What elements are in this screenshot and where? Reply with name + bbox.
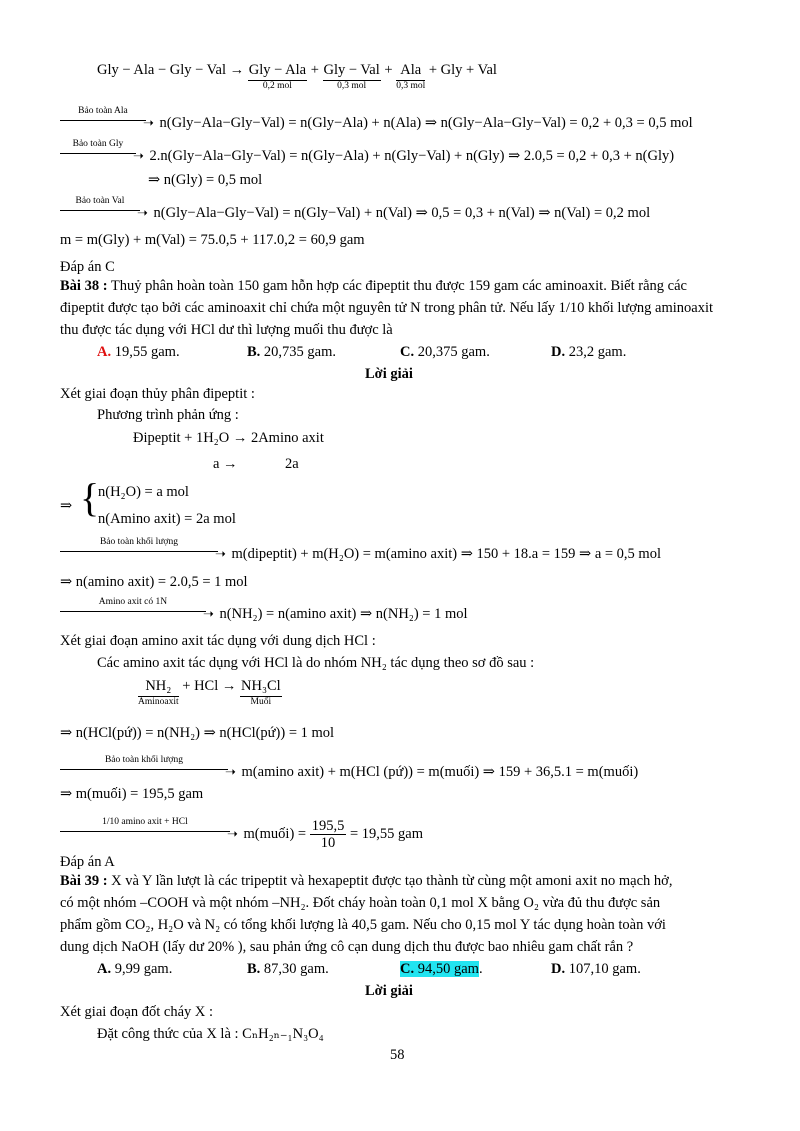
mass-balance-line: Bảo toàn khối lượng ➝ m(dipeptit) + m(H₂O) = m(amino axit) ⇒ 150 + 18.a = 159 ⇒ a = 0,5 mol xyxy=(60,544,661,564)
balance-val-line: Bảo toàn Val ➝ n(Gly−Ala−Gly−Val) = n(Gly−Val) + n(Val) ⇒ 0,5 = 0,3 + n(Val) ⇒ n(Val) = 0,2 mol xyxy=(60,203,650,223)
system-brace: { xyxy=(80,475,100,520)
answer-c: Đáp án C xyxy=(60,259,115,275)
option-a: A. 19,55 gam. xyxy=(97,344,180,360)
problem-38-line3: thu được tác dụng với HCl dư thì lượng muối thu được là xyxy=(60,322,393,338)
system-line2: n(Amino axit) = 2a mol xyxy=(98,511,236,527)
problem-39-line2: có một nhóm –COOH và một nhóm –NH₂. Đốt cháy hoàn toàn 0,1 mol X bằng O₂ vừa đủ thu được sản xyxy=(60,895,661,911)
equation: n(Gly−Ala−Gly−Val) = n(Gly−Ala) + n(Ala) ⇒ n(Gly−Ala−Gly−Val) = 0,2 + 0,3 = 0,5 mol xyxy=(159,115,693,131)
implies-sign: ⇒ xyxy=(60,498,73,514)
m-muoi-result: ⇒ m(muối) = 195,5 gam xyxy=(60,786,204,802)
scheme-nh2-hcl: NH₂ Aminoaxit + HCl → NH₃Cl Muối xyxy=(138,678,281,707)
balance-gly-line: Bảo toàn Gly ➝ 2.n(Gly−Ala−Gly−Val) = n(Gly−Ala) + n(Gly−Val) + n(Gly) ⇒ 2.0,5 = 0,2 + 0,3 + n(Gly) xyxy=(60,146,674,166)
n-hcl-result: ⇒ n(HCl(pứ)) = n(NH₂) ⇒ n(HCl(pứ)) = 1 mol xyxy=(60,725,335,741)
arrow-label: Bảo toàn Gly xyxy=(72,139,124,149)
step-hydrolysis: Xét giai đoạn thủy phân đipeptit : xyxy=(60,386,255,402)
option-b-39: B. 87,30 gam. xyxy=(247,961,329,977)
step-combustion: Xét giai đoạn đốt cháy X : xyxy=(60,1004,214,1020)
mass-balance-2-line: Bảo toàn khối lượng ➝ m(amino axit) + m(HCl (pứ)) = m(muối) ⇒ 159 + 36,5.1 = m(muối) xyxy=(60,762,638,782)
solution-heading: Lời giải xyxy=(365,366,413,382)
reaction-gly-ala-gly-val: Gly − Ala − Gly − Val → Gly − Ala 0,2 mol + Gly − Val 0,3 mol + Ala 0,3 mol + Gly + Val xyxy=(97,62,497,91)
formula-x: Đặt công thức của X là : CₙH₂ₙ₋₁N₃O₄ xyxy=(97,1026,324,1042)
problem-title: Bài 39 : xyxy=(60,873,108,889)
reaction-dipeptit: Đipeptit + 1H₂O → 2Amino axit xyxy=(133,430,324,446)
solution-heading-39: Lời giải xyxy=(365,983,413,999)
arrow-label: Bảo toàn Val xyxy=(75,196,125,206)
product-gly-val: Gly − Val 0,3 mol xyxy=(323,62,380,91)
equation: n(Gly−Ala−Gly−Val) = n(Gly−Val) + n(Val) ⇒ 0,5 = 0,3 + n(Val) ⇒ n(Val) = 0,2 mol xyxy=(153,205,651,221)
problem-39-line4: dung dịch NaOH (lấy dư 20% ), sau phản ứng cô cạn dung dịch thu được bao nhiêu gam chất rắn ? xyxy=(60,939,634,955)
answer-a: Đáp án A xyxy=(60,854,115,870)
problem-39-line3: phẩm gồm CO₂, H₂O và N₂ có tổng khối lượng là 40,5 gam. Nếu cho 0,15 mol Y tác dụng hoàn toàn với xyxy=(60,917,666,933)
scheme-reactant: NH₂ Aminoaxit xyxy=(138,678,179,707)
option-c-39: C. 94,50 gam. xyxy=(400,961,483,977)
arrow-label: Bảo toàn Ala xyxy=(78,106,128,116)
option-a-39: A. 9,99 gam. xyxy=(97,961,173,977)
product-gly-ala: Gly − Ala 0,2 mol xyxy=(248,62,307,91)
arrow-label: Bảo toàn khối lượng xyxy=(99,537,178,547)
equation: m(amino axit) + m(HCl (pứ)) = m(muối) ⇒ 159 + 36,5.1 = m(muối) xyxy=(241,764,639,780)
arrow-label: Amino axit có 1N xyxy=(98,597,168,607)
reactant: Gly − Ala − Gly − Val xyxy=(97,62,226,78)
equation: m(dipeptit) + m(H₂O) = m(amino axit) ⇒ 150 + 18.a = 159 ⇒ a = 0,5 mol xyxy=(231,546,661,562)
equation: n(NH₂) = n(amino axit) ⇒ n(NH₂) = 1 mol xyxy=(219,606,468,622)
option-d: D. 23,2 gam. xyxy=(551,344,627,360)
tenth-line: 1/10 amino axit + HCl ➝ m(muối) = $\frac{195,5}{10}$ = 19,55 gam xyxy=(60,818,423,851)
reaction-moles-a: a → xyxy=(213,456,238,472)
problem-title: Bài 38 : xyxy=(60,278,108,294)
arrow-label: 1/10 amino axit + HCl xyxy=(102,816,188,827)
problem-38-line1: Bài 38 : Thuỷ phân hoàn toàn 150 gam hỗn hợp các đipeptit thu được 159 gam các aminoaxit. Biết rằng các xyxy=(60,278,687,294)
mass-line: m = m(Gly) + m(Val) = 75.0,5 + 117.0,2 = 60,9 gam xyxy=(60,232,365,248)
balance-ala-line: Bảo toàn Ala ➝ n(Gly−Ala−Gly−Val) = n(Gly−Ala) + n(Ala) ⇒ n(Gly−Ala−Gly−Val) = 0,2 + 0,3 = 0,5 mol xyxy=(60,113,693,133)
step-hcl: Xét giai đoạn amino axit tác dụng với dung dịch HCl : xyxy=(60,633,376,649)
scheme-product: NH₃Cl Muối xyxy=(241,678,281,707)
equation: 2.n(Gly−Ala−Gly−Val) = n(Gly−Ala) + n(Gly−Val) + n(Gly) ⇒ 2.0,5 = 0,2 + 0,3 + n(Gly) xyxy=(149,148,675,164)
option-b: B. 20,735 gam. xyxy=(247,344,337,360)
fraction: $\frac{195,5}{10}$ xyxy=(311,818,345,851)
n-gly-result: ⇒ n(Gly) = 0,5 mol xyxy=(148,172,263,188)
reaction-moles-2a: 2a xyxy=(285,456,299,472)
problem-39-line1: Bài 39 : X và Y lần lượt là các tripeptit và hexapeptit được tạo thành từ cùng một amoni axit no mạch hở, xyxy=(60,873,673,889)
arrow-label: Bảo toàn khối lượng xyxy=(104,755,183,765)
amino-1n-line: Amino axit có 1N ➝ n(NH₂) = n(amino axit) ⇒ n(NH₂) = 1 mol xyxy=(60,604,468,624)
option-d-39: D. 107,10 gam. xyxy=(551,961,641,977)
n-amino-result: ⇒ n(amino axit) = 2.0,5 = 1 mol xyxy=(60,574,248,590)
step-hcl-desc: Các amino axit tác dụng với HCl là do nhóm NH₂ tác dụng theo sơ đồ sau : xyxy=(97,655,535,671)
product-ala: Ala 0,3 mol xyxy=(396,62,426,91)
problem-38-line2: đipeptit được tạo bởi các aminoaxit chỉ chứa một nguyên tử N trong phân tử. Nếu lấy 1/10 khối lượng aminoaxit xyxy=(60,300,714,316)
option-c: C. 20,375 gam. xyxy=(400,344,490,360)
system-line1: n(H₂O) = a mol xyxy=(98,484,189,500)
step-reaction-label: Phương trình phản ứng : xyxy=(97,407,239,423)
page-number: 58 xyxy=(390,1047,405,1063)
